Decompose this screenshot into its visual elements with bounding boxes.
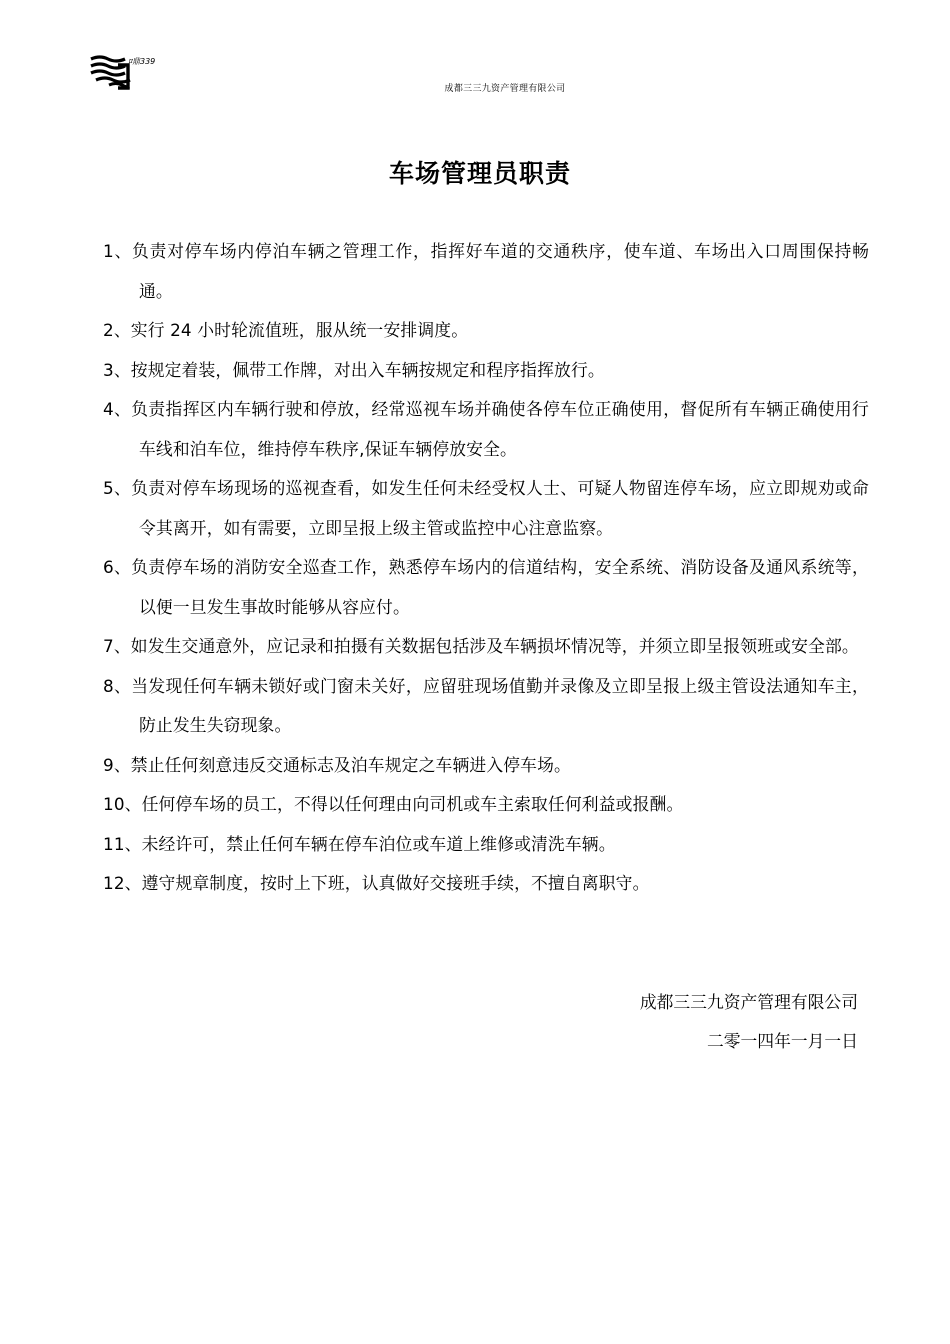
clause-item: 9、禁止任何刻意违反交通标志及泊车规定之车辆进入停车场。 — [103, 754, 571, 775]
page-title: 车场管理员职责 — [388, 158, 571, 188]
svg-text:ﾛ鼎339: ﾛ鼎339 — [128, 57, 156, 66]
signature-date: 二零一四年一月一日 — [706, 1031, 858, 1051]
clause-item: 2、实行 24 小时轮流值班，服从统一安排调度。 — [103, 320, 469, 340]
clause-item: 1、负责对停车场内停泊车辆之管理工作，指挥好车道的交通秩序，使车道、车场出入口周围保持畅通。 — [103, 241, 869, 301]
clause-item: 11、未经许可，禁止任何车辆在停车泊位或车道上维修或清洗车辆。 — [103, 833, 616, 854]
clause-item: 10、任何停车场的员工，不得以任何理由向司机或车主索取任何利益或报酬。 — [103, 794, 684, 814]
clause-item: 8、当发现任何车辆未锁好或门窗未关好，应留驻现场值勤并录像及立即呈报上级主管设法通知车主，防止发生失窃现象。 — [103, 675, 869, 735]
clause-item: 7、如发生交通意外，应记录和拍摄有关数据包括涉及车辆损坏情况等，并须立即呈报领班或安全部。 — [103, 636, 859, 656]
header-company-name: 成都三三九资产管理有限公司 — [444, 84, 566, 94]
clause-item: 4、负责指挥区内车辆行驶和停放，经常巡视车场并确使各停车位正确使用，督促所有车辆正确使用行车线和泊车位，维持停车秩序,保证车辆停放安全。 — [103, 399, 869, 459]
clause-item: 5、负责对停车场现场的巡视查看，如发生任何未经受权人士、可疑人物留连停车场，应立即规劝或命令其离开，如有需要，立即呈报上级主管或监控中心注意监察。 — [103, 478, 869, 538]
clause-list — [103, 232, 869, 904]
signature-block — [640, 983, 858, 1061]
clause-item: 12、遵守规章制度，按时上下班，认真做好交接班手续，不擅自离职守。 — [103, 873, 650, 893]
clause-item: 3、按规定着装，佩带工作牌，对出入车辆按规定和程序指挥放行。 — [103, 359, 605, 380]
clause-item: 6、负责停车场的消防安全巡查工作，熟悉停车场内的信道结构，安全系统、消防设备及通风系统等，以便一旦发生事故时能够从容应付。 — [103, 557, 869, 617]
signature-company: 成都三三九资产管理有限公司 — [639, 992, 858, 1012]
